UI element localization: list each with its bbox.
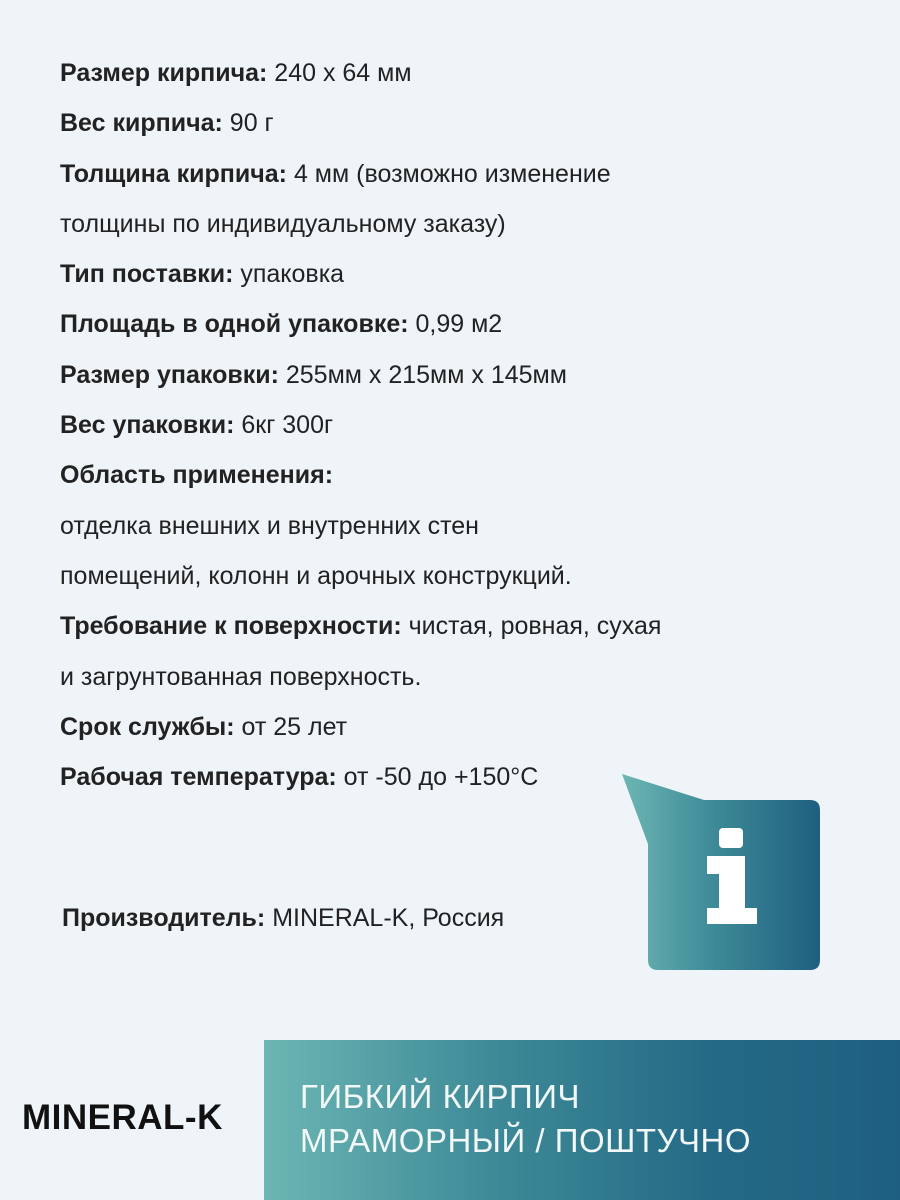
spec-label: Площадь в одной упаковке: [60,310,409,339]
spec-line [60,702,840,752]
info-icon [622,774,822,974]
spec-line [60,652,840,702]
product-subtitle: МРАМОРНЫЙ / ПОШТУЧНО [300,1122,751,1159]
spec-line [60,350,840,400]
spec-line [60,299,840,349]
product-title: ГИБКИЙ КИРПИЧ [300,1078,580,1115]
spec-line [60,601,840,651]
spec-line [60,48,840,98]
spec-label: Размер упаковки: [60,360,279,389]
spec-label: Вес упаковки: [60,411,235,440]
spec-value: от -50 до +150°C [336,763,539,792]
spec-value: и загрунтованная поверхность. [60,662,422,691]
spec-line [60,501,840,551]
spec-line [60,551,840,601]
spec-line [60,450,840,500]
spec-line [60,249,840,299]
spec-label: Срок службы: [60,712,235,741]
spec-value: упаковка [233,260,345,289]
spec-label: Тип поставки: [60,260,234,289]
spec-line [60,149,840,199]
info-badge [622,774,822,974]
specifications-list [60,48,840,802]
spec-value: помещений, колонн и арочных конструкций. [60,561,572,590]
manufacturer-line [62,893,504,943]
manufacturer-label: Производитель: [62,904,266,932]
spec-label: Требование к поверхности: [60,612,402,641]
spec-value: 0,99 м2 [408,310,503,339]
spec-value: толщины по индивидуальному заказу) [60,209,506,238]
brand-logo: MINERAL-K [22,1098,223,1137]
spec-label: Рабочая температура: [60,763,337,792]
manufacturer-value: MINERAL-K, Россия [265,904,505,932]
spec-value: 240 х 64 мм [267,59,412,87]
spec-value: 255мм х 215мм х 145мм [278,360,567,389]
spec-label: Толщина кирпича: [60,159,288,188]
spec-line [60,199,840,249]
spec-value: отделка внешних и внутренних стен [60,511,479,540]
spec-line [60,400,840,450]
spec-value: 90 г [222,109,274,138]
spec-value: от 25 лет [234,712,348,741]
spec-value: 4 мм (возможно изменение [287,159,611,188]
product-banner [264,1040,900,1200]
spec-label: Вес кирпича: [60,109,223,138]
spec-value: 6кг 300г [234,411,334,440]
spec-label: Область применения: [60,461,334,490]
spec-line [60,98,840,148]
spec-label: Размер кирпича: [60,59,268,87]
spec-value: чистая, ровная, сухая [401,612,662,641]
